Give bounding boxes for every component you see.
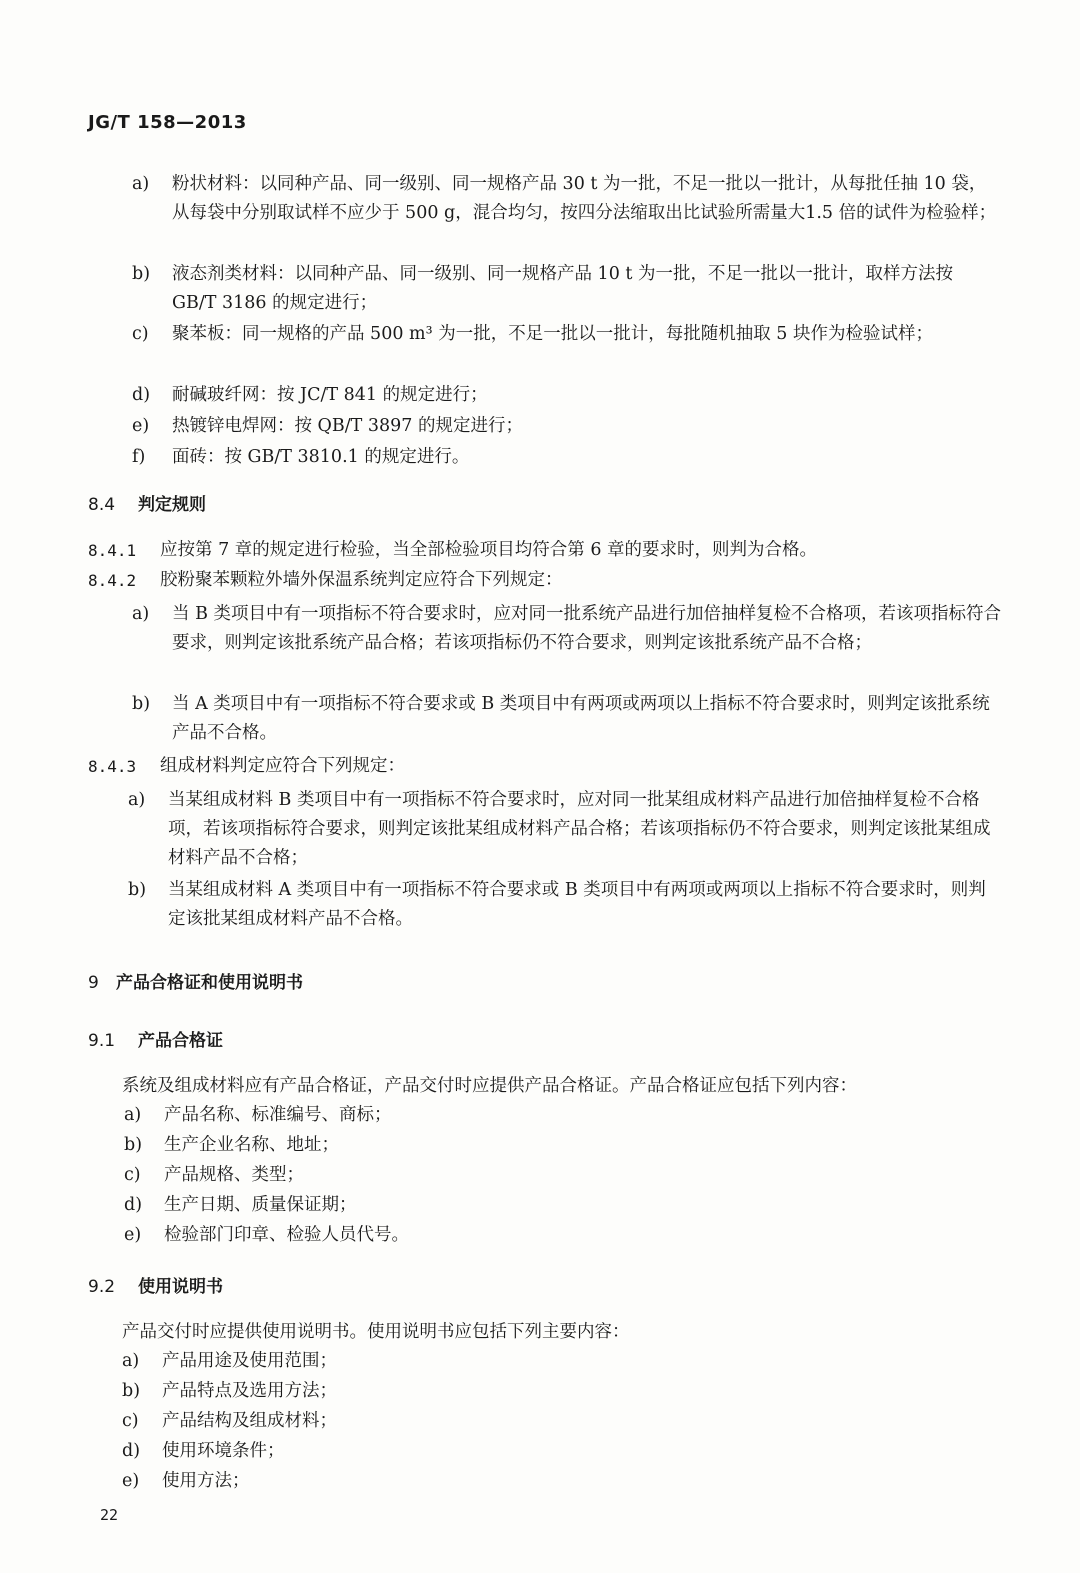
clause-number: 8.4.3: [88, 757, 137, 776]
list-item-text: 当 B 类项目中有一项指标不符合要求时，应对同一批系统产品进行加倍抽样复检不合格项，若该项指标符合要求，则判定该批系统产品合格；若该项指标仍不符合要求，则判定该批系统产品不合格；: [172, 604, 1001, 653]
clause-text: 应按第 7 章的规定进行检验，当全部检验项目均符合第 6 章的要求时，则判为合格。: [160, 540, 818, 560]
list-item-text: 产品规格、类型；: [164, 1165, 304, 1185]
section-title: 产品合格证: [138, 1031, 223, 1051]
list-item-label: a): [132, 174, 150, 194]
list-item-text: 产品用途及使用范围；: [162, 1351, 337, 1371]
list-item-label: d): [132, 385, 151, 405]
section-number: 8.4: [88, 495, 116, 515]
chapter-title: 产品合格证和使用说明书: [116, 973, 303, 993]
list-item-label: c): [132, 324, 149, 344]
section-intro: 产品交付时应提供使用说明书。使用说明书应包括下列主要内容：: [122, 1322, 630, 1342]
list-item-label: d): [124, 1195, 143, 1215]
chapter-heading: [88, 968, 303, 993]
list-item-text: 热镀锌电焊网：按 QB/T 3897 的规定进行；: [172, 416, 523, 436]
list-item-text: 当 A 类项目中有一项指标不符合要求或 B 类项目中有两项或两项以上指标不符合要求时，则判定该批系统产品不合格。: [172, 694, 990, 743]
list-item-text: 面砖：按 GB/T 3810.1 的规定进行。: [172, 447, 470, 467]
section-number: 9.2: [88, 1277, 116, 1297]
list-item-text: 当某组成材料 B 类项目中有一项指标不符合要求时，应对同一批某组成材料产品进行加倍抽样复检不合格项，若该项指标符合要求，则判定该批某组成材料产品合格；若该项指标仍不符合要求，则判定该批某组成材料产品不合格；: [168, 790, 991, 868]
list-item-text: 耐碱玻纤网：按 JC/T 841 的规定进行；: [172, 385, 488, 405]
list-item-label: e): [122, 1471, 140, 1491]
list-item-label: e): [132, 416, 150, 436]
list-item-text: 产品结构及组成材料；: [162, 1411, 337, 1431]
clause-number: 8.4.2: [88, 571, 137, 590]
list-item-label: b): [128, 880, 147, 900]
list-item-text: 粉状材料：以同种产品、同一级别、同一规格产品 30 t 为一批，不足一批以一批计，从每批任抽 10 袋，从每袋中分别取试样不应少于 500 g，混合均匀，按四分法缩取出比试验所需量大1.5 倍的试件为检验样；: [172, 174, 997, 223]
list-item-text: 生产日期、质量保证期；: [164, 1195, 357, 1215]
list-item-text: 液态剂类材料：以同种产品、同一级别、同一规格产品 10 t 为一批，不足一批以一批计，取样方法按 GB/T 3186 的规定进行；: [172, 264, 953, 313]
section-heading: [88, 490, 206, 515]
list-item-text: 生产企业名称、地址；: [164, 1135, 339, 1155]
standard-code-header: JG/T 158—2013: [88, 112, 247, 133]
list-item-text: 使用环境条件；: [162, 1441, 285, 1461]
list-item-text: 当某组成材料 A 类项目中有一项指标不符合要求或 B 类项目中有两项或两项以上指标不符合要求时，则判定该批某组成材料产品不合格。: [168, 880, 986, 929]
list-item-label: c): [122, 1411, 139, 1431]
list-item-text: 产品特点及选用方法；: [162, 1381, 337, 1401]
section-title: 使用说明书: [138, 1277, 223, 1297]
list-item-label: a): [124, 1105, 142, 1125]
section-number: 9.1: [88, 1031, 116, 1051]
section-heading: [88, 1026, 223, 1051]
list-item-label: b): [122, 1381, 141, 1401]
section-heading: [88, 1272, 223, 1297]
list-item-text: 检验部门印章、检验人员代号。: [164, 1225, 409, 1245]
list-item-label: d): [122, 1441, 141, 1461]
list-item-label: e): [124, 1225, 142, 1245]
chapter-number: 9: [88, 973, 99, 993]
list-item-text: 使用方法；: [162, 1471, 250, 1491]
list-item-text: 产品名称、标准编号、商标；: [164, 1105, 392, 1125]
list-item-label: a): [122, 1351, 140, 1371]
clause-number: 8.4.1: [88, 541, 137, 560]
section-title: 判定规则: [138, 495, 206, 515]
list-item-label: a): [132, 604, 150, 624]
clause-text: 组成材料判定应符合下列规定：: [160, 756, 405, 776]
list-item-label: c): [124, 1165, 141, 1185]
list-item-label: b): [132, 264, 151, 284]
list-item-label: b): [132, 694, 151, 714]
clause-text: 胶粉聚苯颗粒外墙外保温系统判定应符合下列规定：: [160, 570, 563, 590]
section-intro: 系统及组成材料应有产品合格证，产品交付时应提供产品合格证。产品合格证应包括下列内容：: [122, 1076, 857, 1096]
list-item-text: 聚苯板：同一规格的产品 500 m³ 为一批，不足一批以一批计，每批随机抽取 5 块作为检验试样；: [172, 324, 933, 344]
list-item-label: f): [132, 447, 146, 467]
list-item-label: b): [124, 1135, 143, 1155]
page-number: 22: [100, 1506, 119, 1524]
list-item-label: a): [128, 790, 146, 810]
